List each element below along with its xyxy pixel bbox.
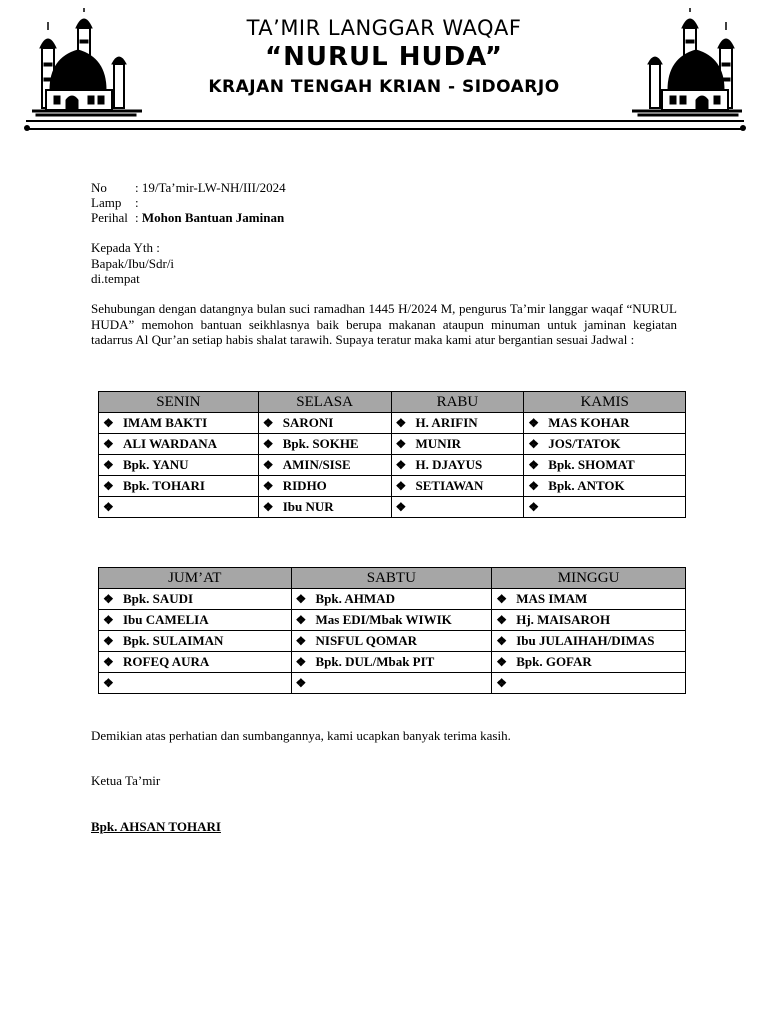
closing-text: Demikian atas perhatian dan sumbangannya, kami ucapkan banyak terima kasih. — [91, 728, 511, 743]
table-row — [99, 652, 686, 673]
cell-name: Hj. MAISAROH — [516, 612, 611, 627]
signer-name: Bpk. AHSAN TOHARI — [91, 819, 221, 834]
table-cell — [524, 413, 686, 434]
cell-name: Bpk. SHOMAT — [548, 457, 635, 472]
org-name: “NURUL HUDA” — [265, 42, 503, 72]
table-row — [99, 455, 686, 476]
meta-perihal-value: Mohon Bantuan Jaminan — [141, 210, 285, 225]
table-cell — [492, 673, 686, 694]
table-cell — [391, 455, 524, 476]
cell-name: Bpk. AHMAD — [315, 591, 395, 606]
table-cell — [291, 610, 492, 631]
table-cell — [492, 631, 686, 652]
table-cell — [99, 652, 292, 673]
org-address: KRAJAN TENGAH KRIAN - SIDOARJO — [208, 77, 560, 97]
table-cell — [99, 673, 292, 694]
table-cell — [258, 476, 391, 497]
cell-name: Bpk. SOKHE — [282, 436, 359, 451]
table-row — [99, 610, 686, 631]
bullet-icon: ❖ — [528, 437, 540, 451]
cell-name: Bpk. ANTOK — [548, 478, 625, 493]
table-cell — [99, 413, 259, 434]
bullet-icon: ❖ — [528, 479, 540, 493]
cell-name: Bpk. SAUDI — [123, 591, 194, 606]
bullet-icon: ❖ — [103, 676, 114, 690]
bullet-icon: ❖ — [295, 676, 307, 690]
bullet-icon: ❖ — [103, 479, 114, 493]
org-title: TA’MIR LANGGAR WAQAF — [246, 16, 522, 40]
table-row — [99, 413, 686, 434]
cell-name: Bpk. TOHARI — [123, 478, 205, 493]
header-rule-top — [26, 120, 744, 122]
meta-no-value: : 19/Ta’mir-LW-NH/III/2024 — [135, 180, 286, 195]
cell-name: Ibu NUR — [282, 499, 334, 514]
table-cell — [99, 455, 259, 476]
table-cell — [99, 497, 259, 518]
bullet-icon: ❖ — [262, 458, 274, 472]
bullet-icon: ❖ — [496, 655, 507, 669]
cell-name: SETIAWAN — [415, 478, 484, 493]
column-header: KAMIS — [524, 392, 686, 413]
cell-name: Mas EDI/Mbak WIWIK — [315, 612, 452, 627]
column-header: SELASA — [258, 392, 391, 413]
cell-name: MAS KOHAR — [548, 415, 630, 430]
column-header: MINGGU — [492, 568, 686, 589]
table-cell — [99, 434, 259, 455]
cell-name: IMAM BAKTI — [123, 415, 208, 430]
table-cell — [291, 652, 492, 673]
cell-name: NISFUL QOMAR — [315, 633, 417, 648]
signer-role: Ketua Ta’mir — [91, 773, 161, 788]
column-header: JUM’AT — [99, 568, 292, 589]
header-rule-bottom — [26, 128, 744, 130]
address-line: Kepada Yth : — [91, 240, 160, 255]
table-cell — [524, 476, 686, 497]
recipient-address — [91, 240, 174, 287]
bullet-icon: ❖ — [395, 500, 407, 514]
cell-name: Ibu CAMELIA — [123, 612, 209, 627]
bullet-icon: ❖ — [103, 437, 114, 451]
cell-name: AMIN/SISE — [282, 457, 351, 472]
table-cell — [291, 589, 492, 610]
cell-name: MUNIR — [415, 436, 462, 451]
bullet-icon: ❖ — [295, 634, 307, 648]
table-cell — [258, 413, 391, 434]
column-header: RABU — [391, 392, 524, 413]
bullet-icon: ❖ — [103, 634, 114, 648]
table-row — [99, 631, 686, 652]
column-header: SABTU — [291, 568, 492, 589]
table-cell — [258, 455, 391, 476]
rule-end-dot — [740, 125, 746, 131]
bullet-icon: ❖ — [103, 458, 114, 472]
address-line: di.tempat — [91, 271, 140, 286]
schedule-table-weekdays — [98, 391, 686, 518]
cell-name: Bpk. YANU — [123, 457, 189, 472]
table-cell — [99, 610, 292, 631]
table-cell — [291, 631, 492, 652]
cell-name: Ibu JULAIHAH/DIMAS — [516, 633, 655, 648]
table-row — [99, 673, 686, 694]
bullet-icon: ❖ — [496, 592, 507, 606]
table-row — [99, 476, 686, 497]
meta-perihal-sep: : — [135, 210, 142, 225]
table-cell — [492, 652, 686, 673]
body-paragraph: Sehubungan dengan datangnya bulan suci ramadhan 1445 H/2024 M, pengurus Ta’mir langgar waqaf “NURUL HUDA” memohon bantuan seikhlasnya baik berupa makanan ataupun minuman untuk jaminan kegiatan tadarrus Al Qur’an setiap habis shalat tarawih. Supaya teratur maka kami atur bergantian sesuai Jadwal : — [91, 301, 677, 347]
bullet-icon: ❖ — [103, 416, 114, 430]
table-cell — [99, 631, 292, 652]
cell-name: Bpk. GOFAR — [516, 654, 592, 669]
bullet-icon: ❖ — [395, 458, 407, 472]
cell-name: RIDHO — [282, 478, 327, 493]
bullet-icon: ❖ — [103, 655, 114, 669]
bullet-icon: ❖ — [103, 592, 114, 606]
bullet-icon: ❖ — [295, 592, 307, 606]
bullet-icon: ❖ — [262, 416, 274, 430]
table-cell — [391, 497, 524, 518]
table-row — [99, 434, 686, 455]
table-cell — [524, 455, 686, 476]
bullet-icon: ❖ — [496, 634, 507, 648]
mosque-icon — [32, 8, 142, 120]
meta-lamp-label: Lamp — [91, 195, 122, 210]
cell-name: JOS/TATOK — [548, 436, 621, 451]
cell-name: H. ARIFIN — [415, 415, 478, 430]
column-header: SENIN — [99, 392, 259, 413]
meta-lamp-value: : — [135, 195, 139, 210]
address-line: Bapak/Ibu/Sdr/i — [91, 255, 175, 271]
bullet-icon: ❖ — [103, 500, 114, 514]
table-cell — [524, 434, 686, 455]
letterhead — [0, 0, 768, 140]
table-cell — [524, 497, 686, 518]
bullet-icon: ❖ — [295, 613, 307, 627]
bullet-icon: ❖ — [528, 416, 540, 430]
table-cell — [291, 673, 492, 694]
bullet-icon: ❖ — [496, 613, 507, 627]
bullet-icon: ❖ — [395, 479, 407, 493]
schedule-table-weekend — [98, 567, 686, 694]
bullet-icon: ❖ — [262, 479, 274, 493]
rule-end-dot — [24, 125, 30, 131]
table-cell — [391, 434, 524, 455]
table-cell — [391, 413, 524, 434]
table-row — [99, 589, 686, 610]
cell-name: MAS IMAM — [516, 591, 588, 606]
bullet-icon: ❖ — [395, 416, 407, 430]
bullet-icon: ❖ — [528, 458, 540, 472]
bullet-icon: ❖ — [262, 437, 274, 451]
mosque-icon — [632, 8, 742, 120]
bullet-icon: ❖ — [395, 437, 407, 451]
bullet-icon: ❖ — [496, 676, 507, 690]
bullet-icon: ❖ — [528, 500, 540, 514]
meta-perihal-label: Perihal — [91, 210, 128, 225]
table-row — [99, 497, 686, 518]
meta-no-label: No — [91, 180, 107, 195]
bullet-icon: ❖ — [103, 613, 114, 627]
cell-name: Bpk. DUL/Mbak PIT — [315, 654, 435, 669]
table-cell — [99, 476, 259, 497]
table-cell — [258, 497, 391, 518]
cell-name: Bpk. SULAIMAN — [123, 633, 224, 648]
table-cell — [492, 589, 686, 610]
table-cell — [99, 589, 292, 610]
bullet-icon: ❖ — [295, 655, 307, 669]
cell-name: H. DJAYUS — [415, 457, 483, 472]
table-cell — [492, 610, 686, 631]
cell-name: ALI WARDANA — [123, 436, 218, 451]
letter-meta — [91, 180, 286, 225]
cell-name: SARONI — [282, 415, 334, 430]
cell-name: ROFEQ AURA — [123, 654, 210, 669]
table-cell — [258, 434, 391, 455]
bullet-icon: ❖ — [262, 500, 274, 514]
table-cell — [391, 476, 524, 497]
